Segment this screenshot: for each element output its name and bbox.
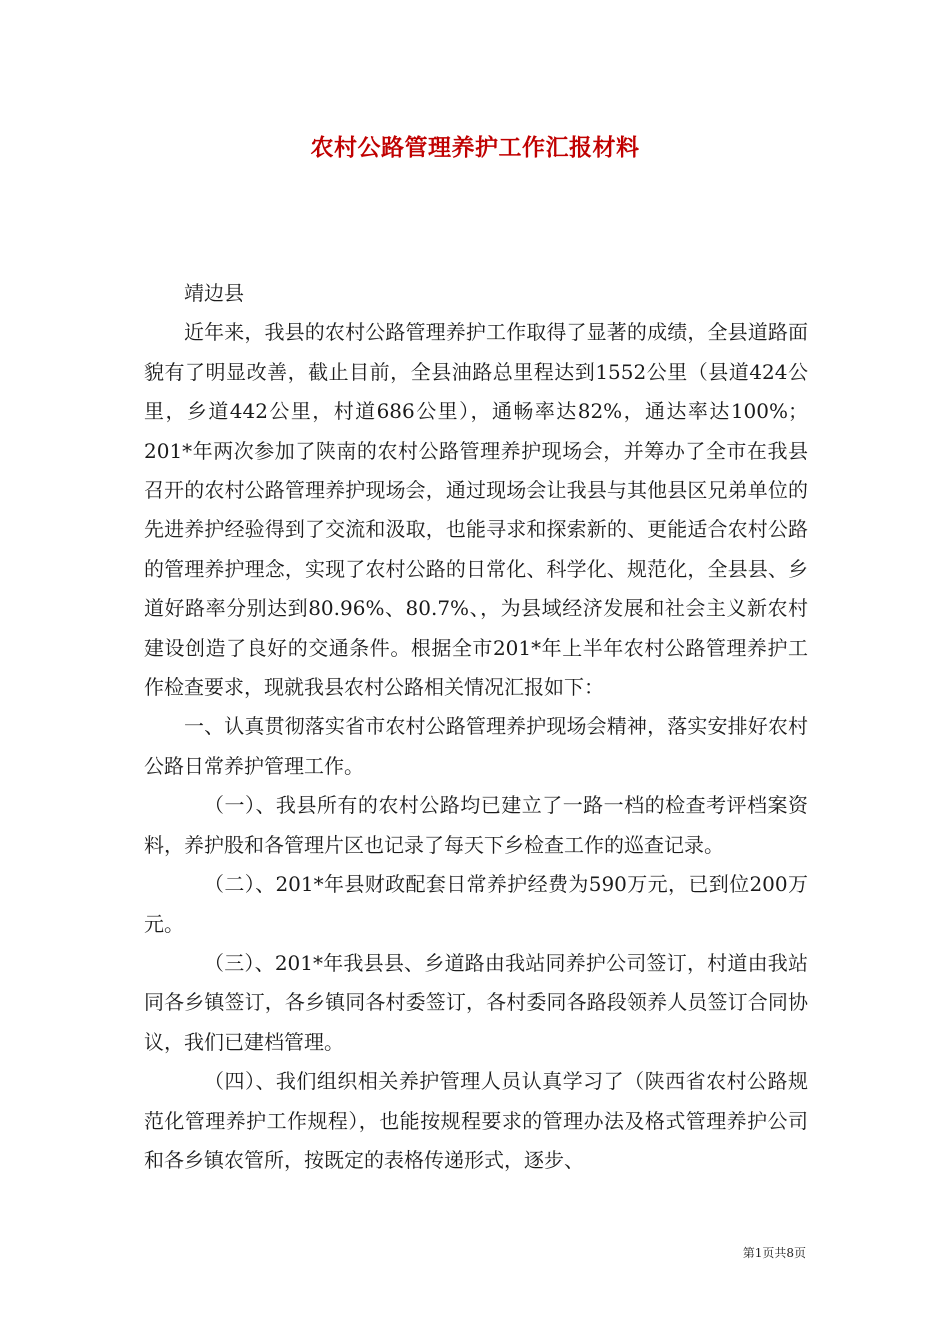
paragraph-item-three: （三）、201*年我县县、乡道路由我站同养护公司签订，村道由我站同各乡镇签订，各乡镇同各村委签订，各村委同各路段领养人员签订合同协议，我们已建档管理。 — [144, 950, 808, 1054]
paragraph-intro: 近年来，我县的农村公路管理养护工作取得了显著的成绩，全县道路面貌有了明显改善，截止目前，全县油路总里程达到1552公里（县道424公里，乡道442公里，村道686公里），通畅率达82%，通达率达100%；201*年两次参加了陕南的农村公路管理养护现场会，并筹办了全市在我县召开的农村公路管理养护现场会，通过现场会让我县与其他县区兄弟单位的先进养护经验得到了交流和汲取，也能寻求和探索新的、更能适合农村公路的管理养护理念，实现了农村公路的日常化、科学化、规范化，全县县、乡道好路率分别达到80.96%、80.7%、，为县域经济发展和社会主义新农村建设创造了良好的交通条件。根据全市201*年上半年农村公路管理养护工作检查要求，现就我县农村公路相关情况汇报如下： — [144, 320, 808, 700]
page-number — [0, 1244, 806, 1261]
document-title: 农村公路管理养护工作汇报材料 — [310, 134, 640, 161]
paragraph-item-four: （四）、我们组织相关养护管理人员认真学习了（陕西省农村公路规范化管理养护工作规程），也能按规程要求的管理办法及格式管理养护公司和各乡镇农管所，按既定的表格传递形式，逐步、 — [144, 1069, 808, 1172]
author-line: 靖边县 — [184, 281, 244, 305]
paragraph-item-one: （一）、我县所有的农村公路均已建立了一路一档的检查考评档案资料，养护股和各管理片区也记录了每天下乡检查工作的巡查记录。 — [144, 793, 808, 857]
document-body — [144, 274, 808, 1180]
page-number-label: 第1页共8页 — [742, 1246, 806, 1260]
paragraph-item-two: （二）、201*年县财政配套日常养护经费为590万元，已到位200万元。 — [144, 872, 808, 936]
paragraph-section-one: 一、认真贯彻落实省市农村公路管理养护现场会精神，落实安排好农村公路日常养护管理工作。 — [144, 714, 808, 778]
